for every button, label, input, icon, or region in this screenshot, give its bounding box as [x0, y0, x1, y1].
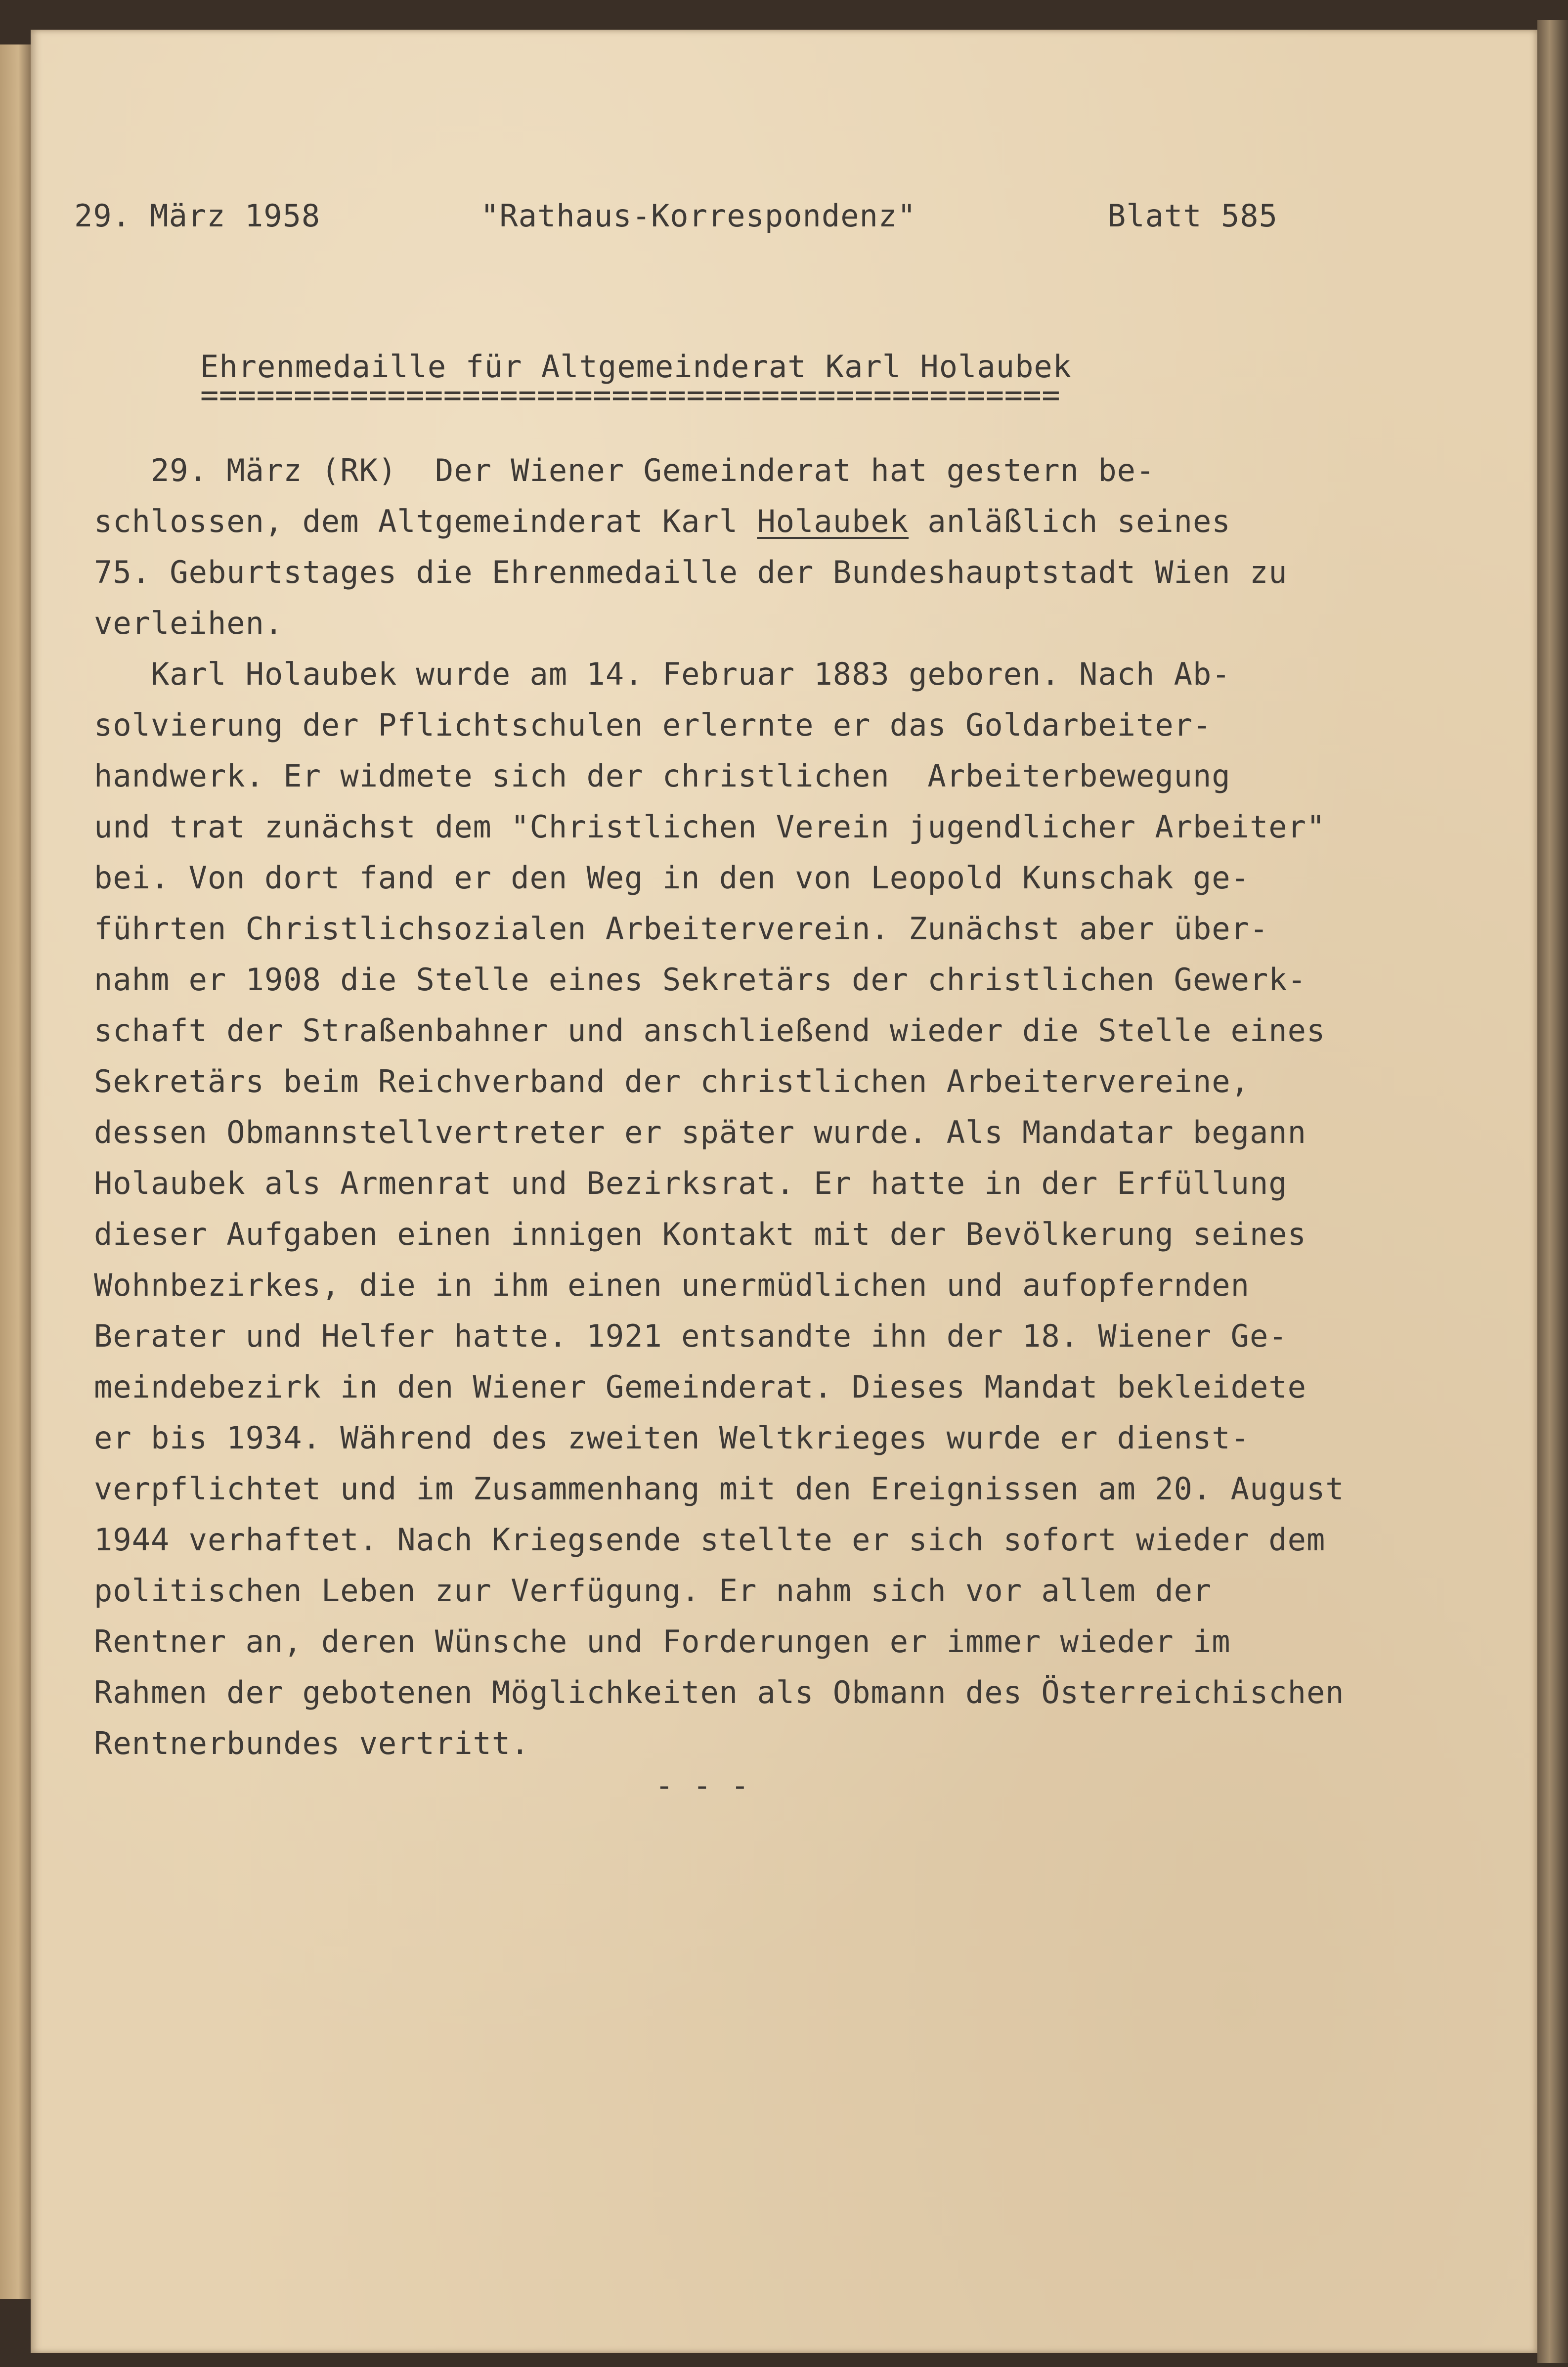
previous-page-edge	[0, 44, 31, 2299]
body-line: Holaubek als Armenrat und Bezirksrat. Er hatte in der Erfüllung	[94, 1165, 1288, 1201]
binding-edge	[1537, 20, 1568, 2363]
body-line: Rahmen der gebotenen Möglichkeiten als Obmann des Österreichischen	[94, 1674, 1345, 1710]
body-line: handwerk. Er widmete sich der christlichen Arbeiterbewegung	[94, 758, 1231, 794]
end-of-article-mark: - - -	[655, 1767, 750, 1803]
body-line: 75. Geburtstages die Ehrenmedaille der Bundeshauptstadt Wien zu	[94, 554, 1288, 590]
article-title-block	[200, 349, 1189, 413]
article-title: Ehrenmedaille für Altgemeinderat Karl Holaubek	[200, 349, 1072, 385]
title-double-rule: ==============================================	[200, 377, 1061, 413]
header-sheet-number: Blatt 585	[1107, 198, 1278, 234]
body-line: 1944 verhaftet. Nach Kriegsende stellte er sich sofort wieder dem	[94, 1522, 1326, 1558]
body-line-part: anläßlich seines	[909, 503, 1231, 539]
header-source: "Rathaus-Korrespondenz"	[480, 198, 916, 234]
body-line: dieser Aufgaben einen innigen Kontakt mit der Bevölkerung seines	[94, 1216, 1307, 1252]
body-line: politischen Leben zur Verfügung. Er nahm sich vor allem der	[94, 1573, 1212, 1609]
body-line: dessen Obmannstellvertreter er später wurde. Als Mandatar begann	[94, 1114, 1307, 1150]
body-line	[94, 496, 1468, 547]
body-line: verleihen.	[94, 605, 284, 641]
body-line: 29. März (RK) Der Wiener Gemeinderat hat gestern be-	[94, 452, 1155, 488]
body-line: führten Christlichsozialen Arbeiterverein. Zunächst aber über-	[94, 911, 1269, 947]
body-line: Karl Holaubek wurde am 14. Februar 1883 geboren. Nach Ab-	[94, 656, 1231, 692]
page-header	[74, 198, 1300, 237]
body-line: Rentnerbundes vertritt.	[94, 1725, 530, 1761]
body-line: schaft der Straßenbahner und anschließend wieder die Stelle eines	[94, 1012, 1326, 1049]
body-line: bei. Von dort fand er den Weg in den von Leopold Kunschak ge-	[94, 860, 1250, 896]
body-line: Berater und Helfer hatte. 1921 entsandte ihn der 18. Wiener Ge-	[94, 1318, 1288, 1354]
body-line: verpflichtet und im Zusammenhang mit den Ereignissen am 20. August	[94, 1471, 1345, 1507]
header-date: 29. März 1958	[74, 198, 321, 234]
body-line-part: schlossen, dem Altgemeinderat Karl	[94, 503, 757, 539]
body-line: und trat zunächst dem "Christlichen Verein jugendlicher Arbeiter"	[94, 809, 1326, 845]
body-line: er bis 1934. Während des zweiten Weltkrieges wurde er dienst-	[94, 1420, 1250, 1456]
body-line: solvierung der Pflichtschulen erlernte er das Goldarbeiter-	[94, 707, 1212, 743]
body-line: Sekretärs beim Reichverband der christlichen Arbeitervereine,	[94, 1063, 1250, 1099]
body-line: meindebezirk in den Wiener Gemeinderat. Dieses Mandat bekleidete	[94, 1369, 1307, 1405]
body-line: nahm er 1908 die Stelle eines Sekretärs der christlichen Gewerk-	[94, 962, 1307, 998]
body-line: Rentner an, deren Wünsche und Forderungen er immer wieder im	[94, 1623, 1231, 1660]
body-line: Wohnbezirkes, die in ihm einen unermüdlichen und aufopfernden	[94, 1267, 1250, 1303]
underlined-name: Holaubek	[757, 503, 909, 539]
article-body	[94, 445, 1468, 1769]
